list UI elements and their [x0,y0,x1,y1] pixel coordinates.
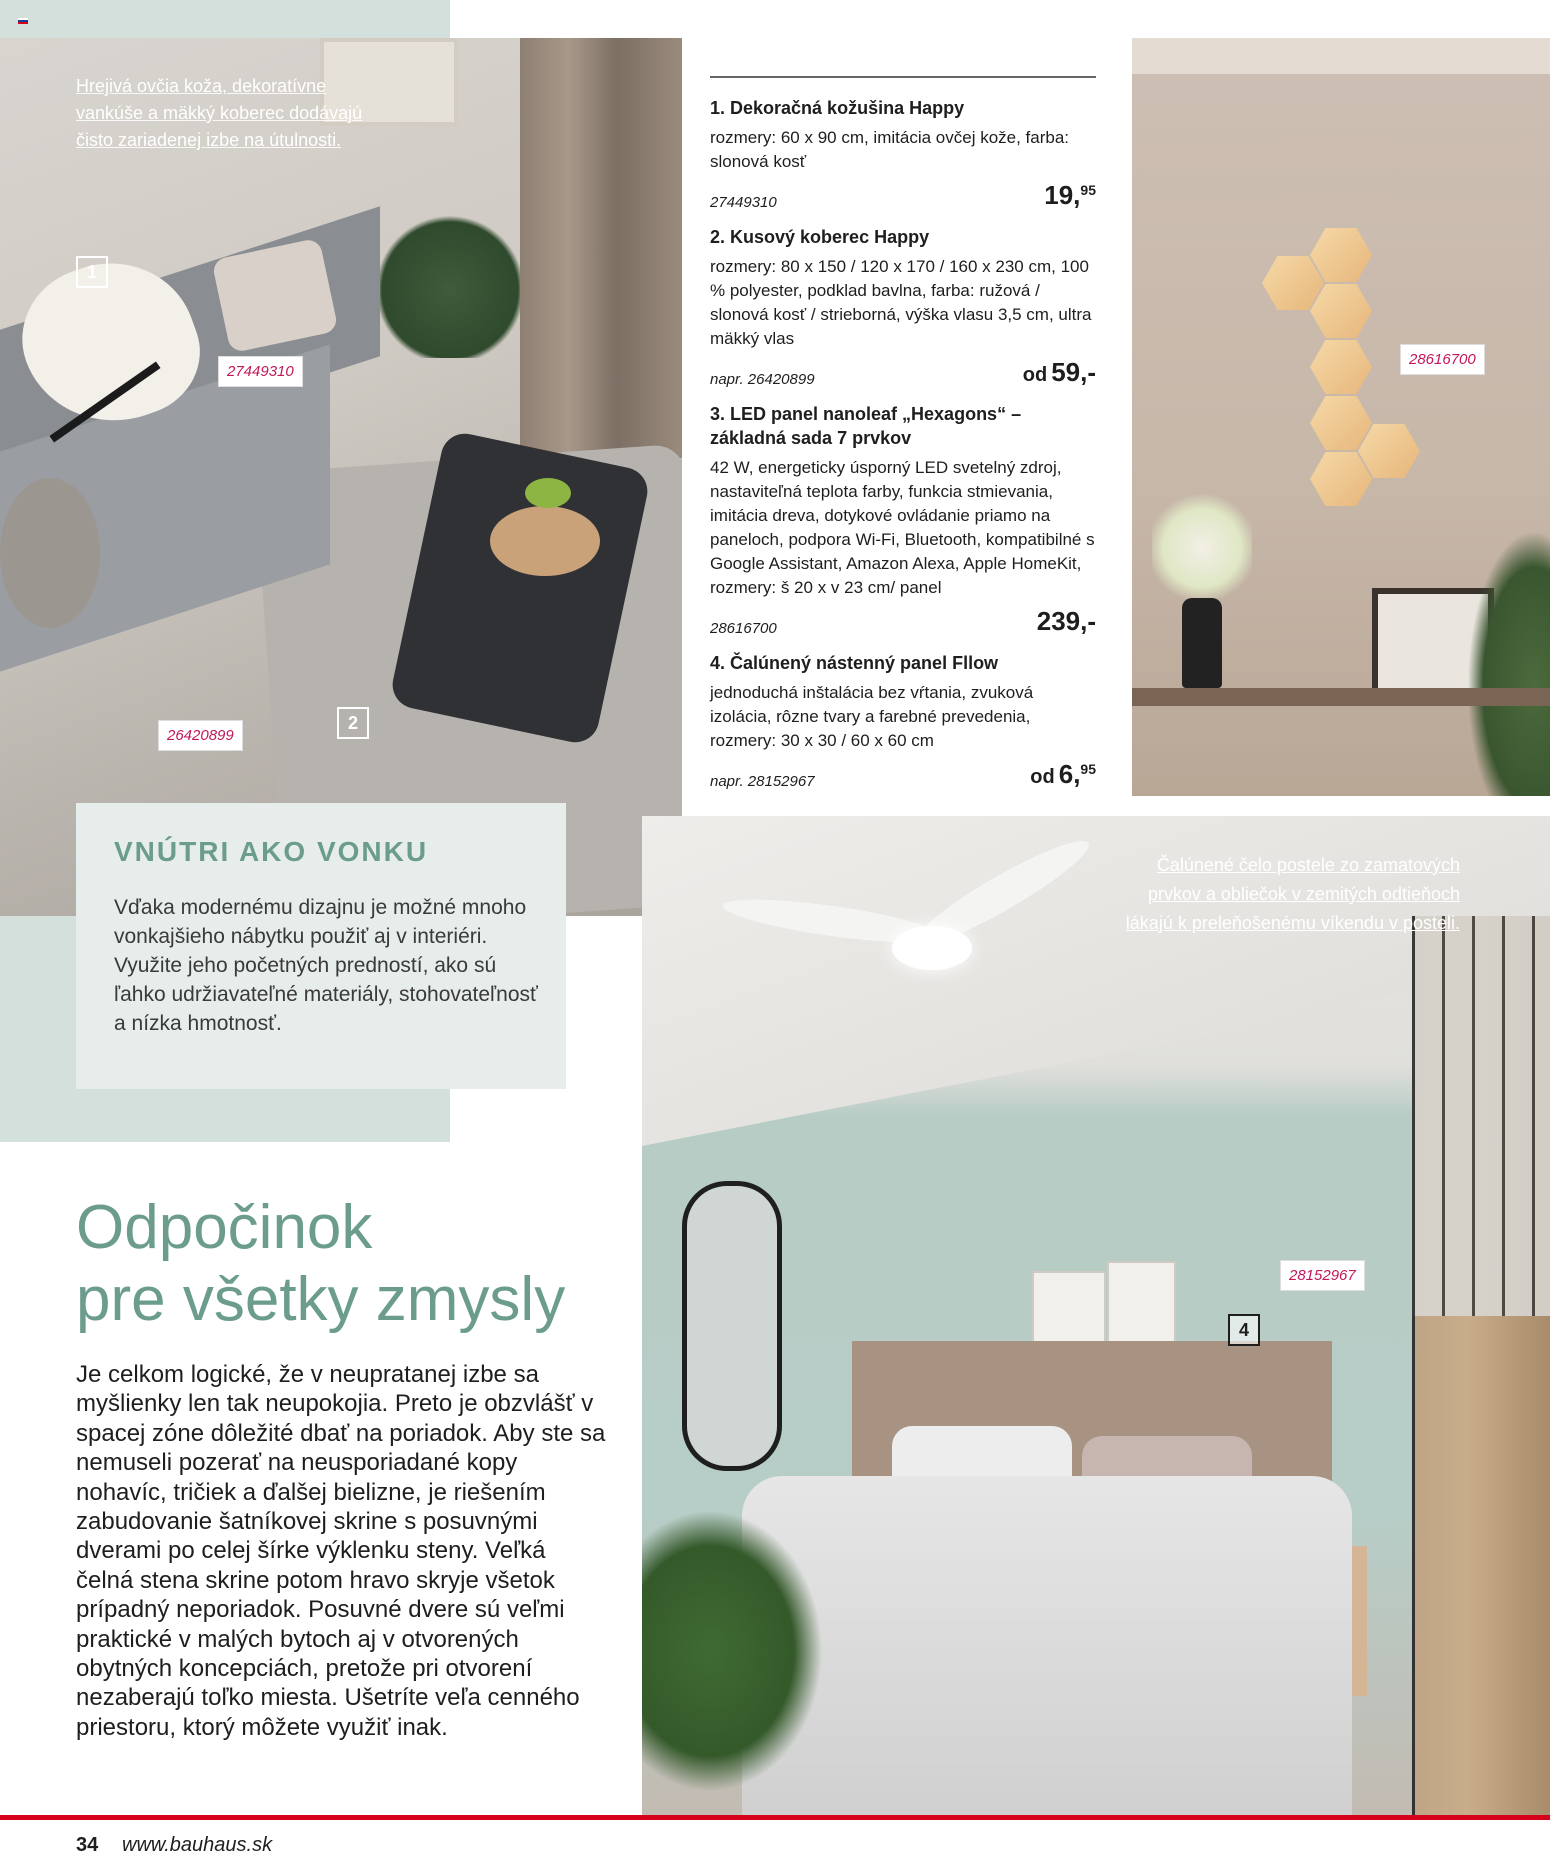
tag-hexagons: 28616700 [1400,344,1485,375]
living-room-caption: Hrejivá ovčia koža, dekoratívne vankúše a mäkký koberec dodávajú čisto zariadenej izbe na útulnosti. [76,76,363,150]
product-item-panel [710,651,1096,790]
marker-1: 1 [76,256,108,288]
ceiling [1132,38,1550,74]
marker-4: 4 [1228,1314,1260,1346]
quote-text: Vďaka modernému dizajnu je možné mnoho vonkajšieho nábytku použiť aj v interiéri. Využite jeho početných predností, ako sú ľahko udržiavateľné materiály, stohovateľnosť a nízka hmotnosť. [114,896,538,1035]
tag-fur: 27449310 [218,356,303,387]
hexagon-light-photo [1132,38,1550,796]
plant [380,188,520,358]
living-room-photo [0,38,682,916]
product-title: 2. Kusový koberec Happy [710,227,930,247]
curtain [520,38,682,458]
page-headline [76,1192,616,1336]
product-code: 28616700 [710,620,777,637]
ceiling-fan [722,866,1082,986]
apples [525,478,571,508]
product-title: 1. Dekoračná kožušina Happy [710,98,965,118]
console-table [1132,688,1550,706]
hexagon-panel [1310,396,1372,450]
product-price: od 59,- [1022,357,1096,387]
hexagon-panel [1310,228,1372,282]
hexagon-panel [1262,256,1324,310]
wardrobe-glass-doors [1412,916,1550,1316]
plant [1462,518,1550,796]
vase [1182,598,1222,688]
product-price: od 6,95 [1030,759,1096,789]
footer-rule [0,1815,1550,1820]
wooden-tray [490,506,600,576]
body-text: Je celkom logické, že v neupratanej izbe sa myšlienky len tak neupokojia. Preto je obzvlášť v spacej zóne dôležité dbať na poriadok. Aby ste sa nemuseli pozerať na neusporiadané kopy nohavíc, tričiek a ďalšej bielizne, je riešením zabudovanie šatníkovej skrine s posuvnými dverami po celej šírke výklenku steny. Veľká čelná stena skrine potom hravo skryje všetok prípadný neporiadok. Posuvné dvere sú veľmi praktické v malých bytoch aj v otvorených obytných koncepciách, pretože pri otvorení nezaberajú toľko miesta. Ušetríte veľa cenného priestoru, ktorý môžete využiť inak. [76,1361,606,1741]
hexagon-panel [1310,284,1372,338]
bedroom-caption: Čalúnené čelo postele zo zamatových prvkov a obliečok v zemitých odtieňoch lákajú k preleňošenému víkendu v posteli. [1125,855,1460,933]
mint-band-top [0,0,450,38]
tag-rug: 26420899 [158,720,243,751]
quote-title: VNÚTRI AKO VONKU [114,836,429,867]
product-item-rug [710,225,1096,388]
page-number: 34 [76,1834,99,1856]
product-title: 3. LED panel nanoleaf „Hexagons“ – základná sada 7 prvkov [710,404,1022,448]
flowers [1152,488,1252,608]
marker-2: 2 [337,707,369,739]
product-title: 4. Čalúnený nástenný panel Fllow [710,653,999,673]
product-desc: rozmery: 60 x 90 cm, imitácia ovčej kože, farba: slonová kosť [710,128,1070,171]
flag-icon [18,18,28,24]
headline-line-1: Odpočinok [76,1193,373,1262]
product-price: 239,- [1036,606,1096,636]
oval-mirror [682,1181,782,1471]
product-desc: 42 W, energeticky úsporný LED svetelný zdroj, nastaviteľná teplota farby, funkcia stmievania, imitácia dreva, dotykové ovládanie priamo na paneloch, podpora Wi-Fi, Bluetooth, kompatibilné s Google Assistant, Amazon Alexa, Apple HomeKit, rozmery: š 20 x v 23 cm/ panel [710,458,1095,597]
tag-panel: 28152967 [1280,1260,1365,1291]
product-code: napr. 26420899 [710,371,815,388]
bedroom-photo [642,816,1550,1816]
product-desc: rozmery: 80 x 150 / 120 x 170 / 160 x 230 cm, 100 % polyester, podklad bavlna, farba: ružová / slonová kosť / strieborná, výška vlasu 3,5 cm, ultra mäkký vlas [710,257,1092,348]
fan-light [892,926,972,970]
hexagon-panel [1310,340,1372,394]
product-desc: jednoduchá inštalácia bez vŕtania, zvuková izolácia, rôzne tvary a farebné prevedenia, rozmery: 30 x 30 / 60 x 60 cm [710,683,1034,750]
product-price: 19,95 [1044,180,1096,210]
product-item-hexagons [710,402,1096,637]
headline-line-2: pre všetky zmysly [76,1265,566,1334]
plant [642,1486,842,1816]
hexagon-panel [1358,424,1420,478]
website-link[interactable]: www.bauhaus.sk [122,1834,273,1856]
product-code: 27449310 [710,194,777,211]
hexagon-panel [1310,452,1372,506]
product-code: napr. 28152967 [710,773,815,790]
product-list [710,78,1096,804]
cushion-knit [0,478,100,628]
product-item-fur [710,96,1096,211]
